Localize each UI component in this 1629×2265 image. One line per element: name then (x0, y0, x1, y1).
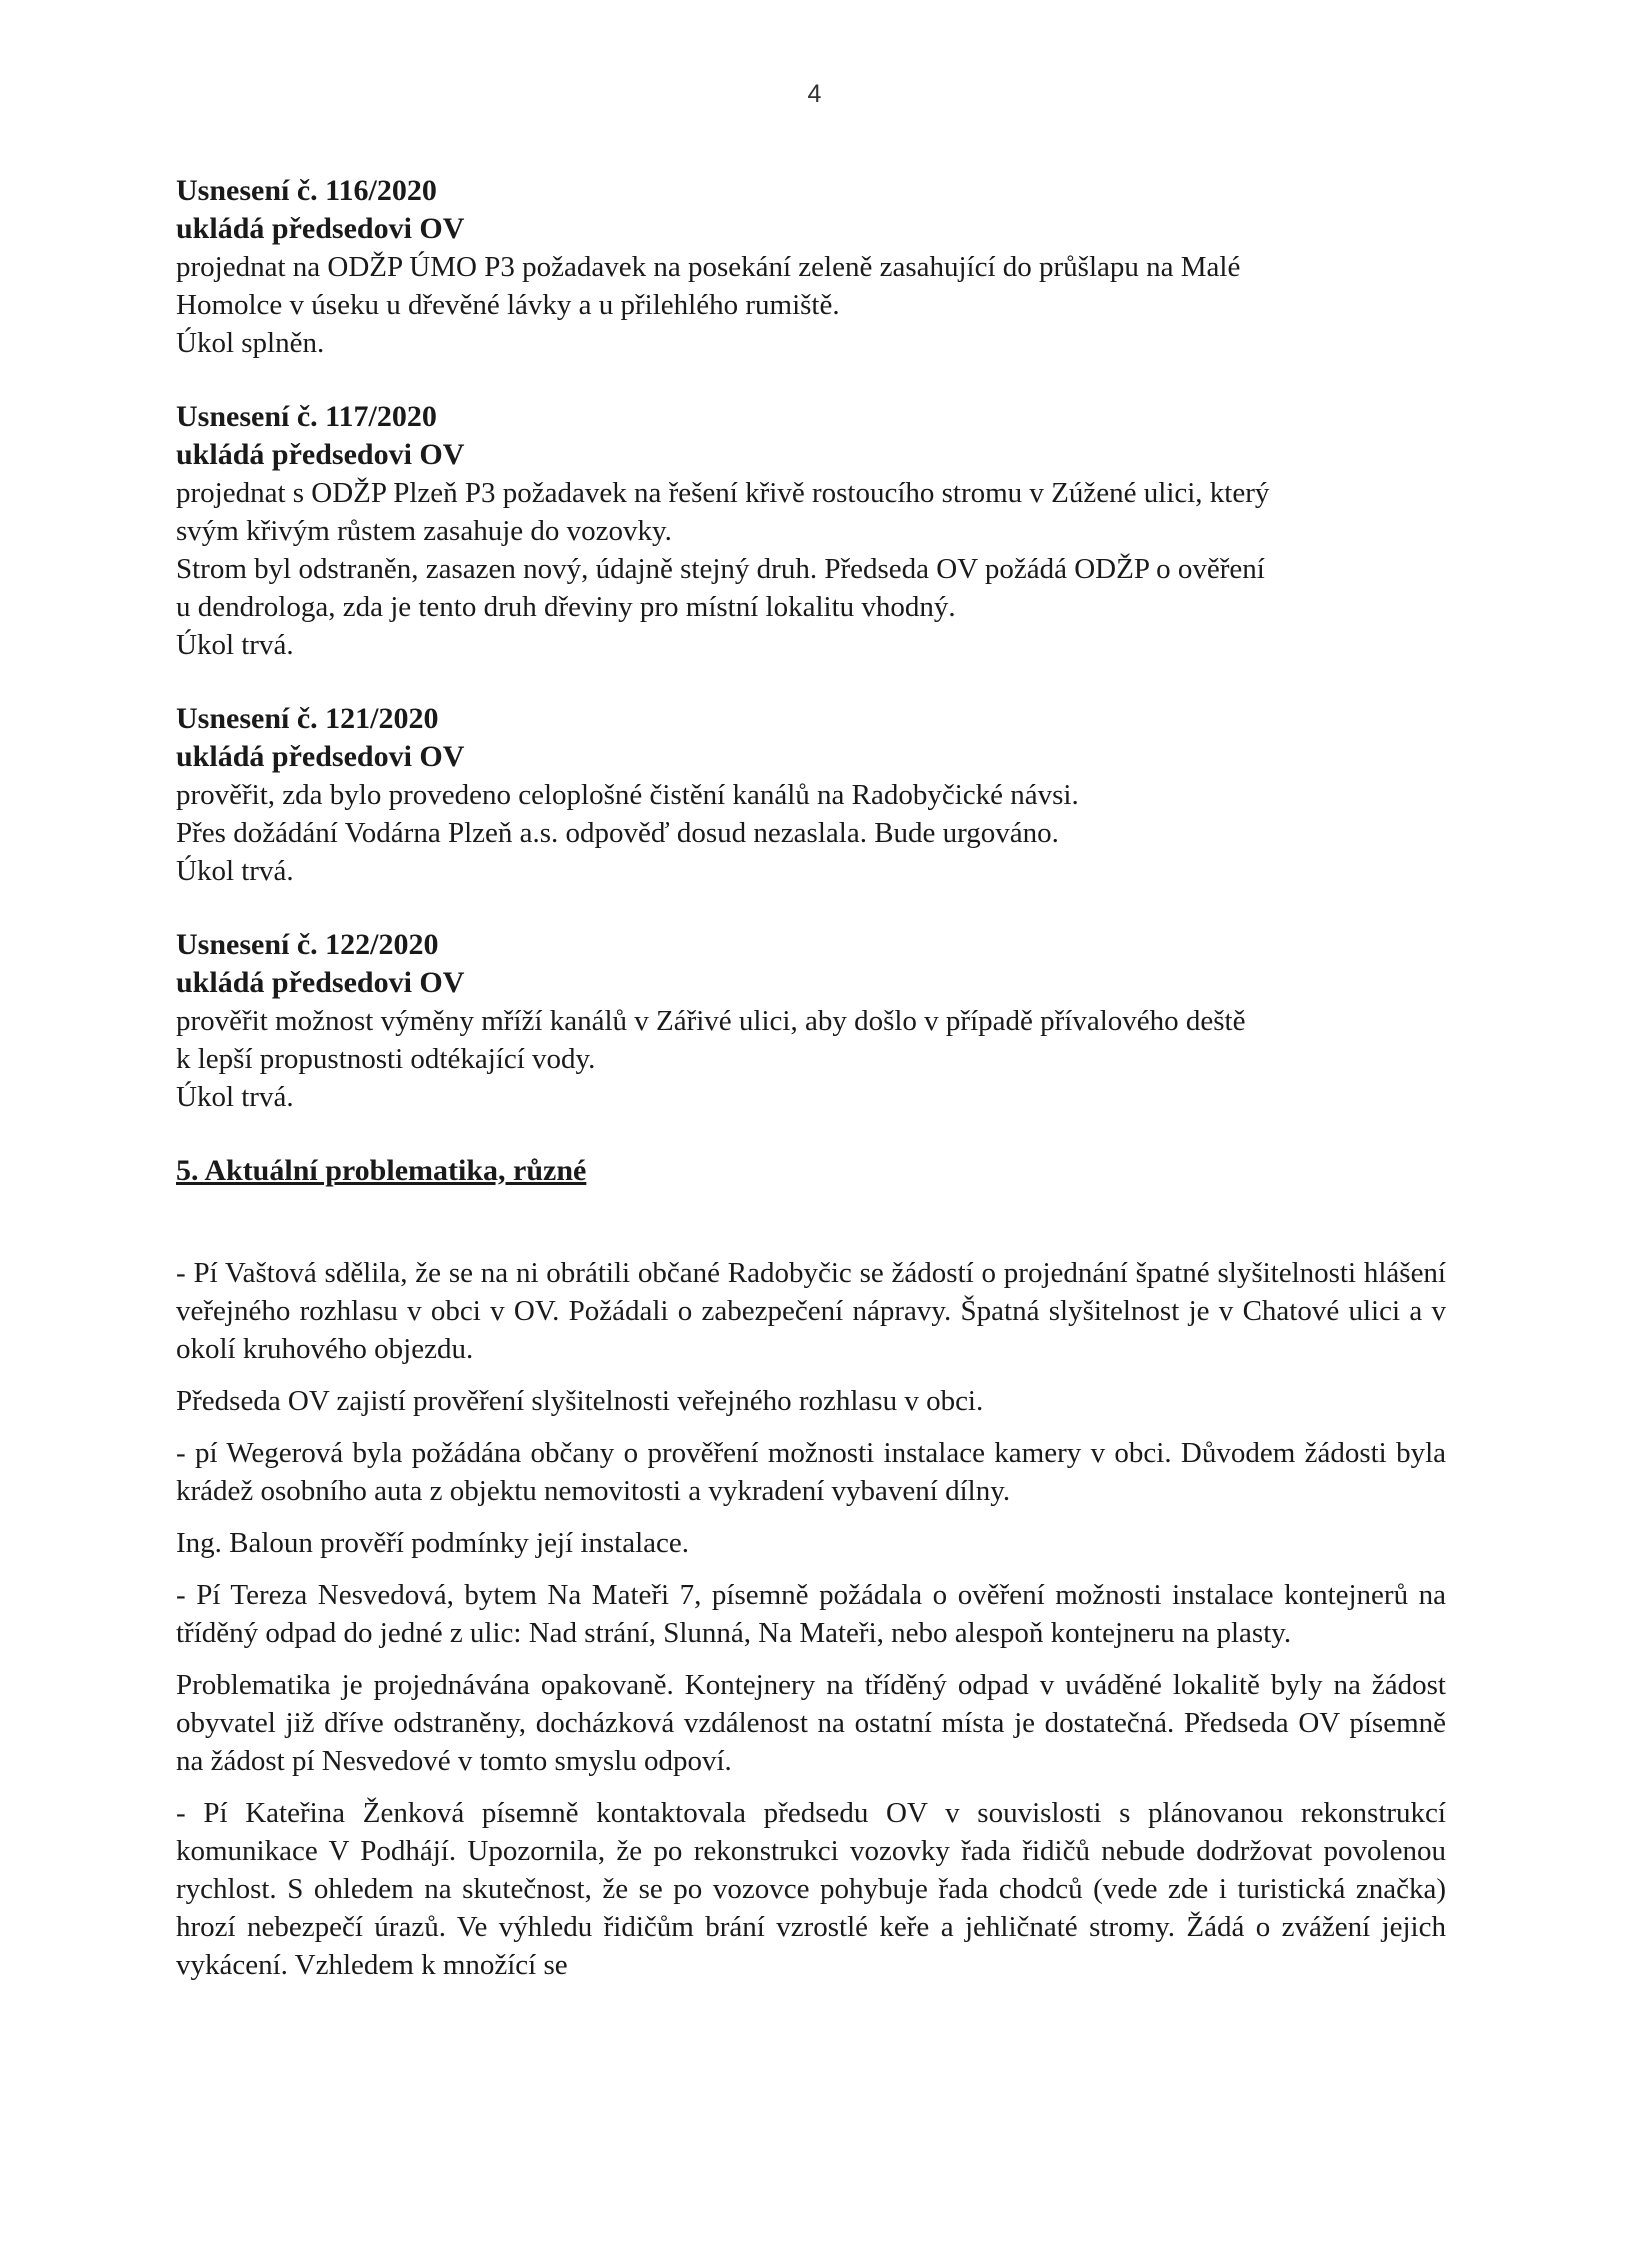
paragraph: - Pí Kateřina Ženková písemně kontaktovala předsedu OV v souvislosti s plánovanou rekonstrukcí komunikace V Podhájí. Upozornila, že po rekonstrukci vozovky řada řidičů nebude dodržovat povolenou rychlost. S ohledem na skutečnost, že se po vozovce pohybuje řada chodců (vede zde i turistická značka) hrozí nebezpečí úrazů. Ve výhledu řidičům brání vzrostlé keře a jehličnaté stromy. Žádá o zvážení jejich vykácení. Vzhledem k množící se (176, 1797, 1446, 1981)
paragraph: - Pí Vaštová sdělila, že se na ni obrátili občané Radobyčic se žádostí o projednání špatné slyšitelnosti hlášení veřejného rozhlasu v obci v OV. Požádali o zabezpečení nápravy. Špatná slyšitelnost je v Chatové ulici a v okolí kruhového objezdu. (176, 1257, 1446, 1365)
resolution-action: ukládá předsedovi OV (176, 438, 465, 471)
resolution-action: ukládá předsedovi OV (176, 966, 465, 999)
page-number: 4 (807, 80, 822, 108)
resolution-text-line: prověřit, zda bylo provedeno celoplošné čistění kanálů na Radobyčické návsi. (176, 779, 1079, 811)
resolution-status: Úkol trvá. (176, 855, 294, 887)
resolution-status: Úkol trvá. (176, 1081, 294, 1113)
paragraph: - Pí Tereza Nesvedová, bytem Na Mateři 7, písemně požádala o ověření možnosti instalace kontejnerů na tříděný odpad do jedné z ulic: Nad strání, Slunná, Na Mateři, nebo alespoň kontejneru na plasty. (176, 1579, 1446, 1649)
resolution-title: Usnesení č. 116/2020 (176, 174, 437, 207)
resolution-text-line: u dendrologa, zda je tento druh dřeviny pro místní lokalitu vhodný. (176, 591, 956, 623)
resolution-action: ukládá předsedovi OV (176, 740, 465, 773)
resolution-text-line: projednat s ODŽP Plzeň P3 požadavek na řešení křivě rostoucího stromu v Zúžené ulici, který (176, 477, 1270, 509)
paragraph: - pí Wegerová byla požádána občany o prověření možnosti instalace kamery v obci. Důvodem žádosti byla krádež osobního auta z objektu nemovitosti a vykradení vybavení dílny. (176, 1437, 1446, 1507)
resolution-status: Úkol trvá. (176, 629, 294, 661)
resolution-text-line: Homolce v úseku u dřevěné lávky a u přilehlého rumiště. (176, 289, 840, 321)
paragraph: Předseda OV zajistí prověření slyšitelnosti veřejného rozhlasu v obci. (176, 1385, 984, 1417)
resolution-text-line: k lepší propustnosti odtékající vody. (176, 1043, 596, 1075)
resolution-action: ukládá předsedovi OV (176, 212, 465, 245)
resolution-text-line: Strom byl odstraněn, zasazen nový, údajně stejný druh. Předseda OV požádá ODŽP o ověření (176, 553, 1265, 585)
document-body (176, 172, 1446, 1998)
resolution-status: Úkol splněn. (176, 327, 325, 359)
resolution-title: Usnesení č. 122/2020 (176, 928, 439, 961)
resolution-text-line: Přes dožádání Vodárna Plzeň a.s. odpověď dosud nezaslala. Bude urgováno. (176, 817, 1059, 849)
resolution-title: Usnesení č. 117/2020 (176, 400, 437, 433)
resolution-title: Usnesení č. 121/2020 (176, 702, 439, 735)
paragraph: Ing. Baloun prověří podmínky její instalace. (176, 1527, 690, 1559)
section-heading: 5. Aktuální problematika, různé (176, 1154, 587, 1187)
resolution-text-line: prověřit možnost výměny mříží kanálů v Zářivé ulici, aby došlo v případě přívalového deště (176, 1005, 1246, 1037)
resolution-122 (176, 926, 1446, 1116)
paragraph: Problematika je projednávána opakovaně. Kontejnery na tříděný odpad v uváděné lokalitě byly na žádost obyvatel již dříve odstraněny, docházková vzdálenost na ostatní místa je dostatečná. Předseda OV písemně na žádost pí Nesvedové v tomto smyslu odpoví. (176, 1669, 1446, 1777)
resolution-text-line: projednat na ODŽP ÚMO P3 požadavek na posekání zeleně zasahující do průšlapu na Malé (176, 251, 1241, 283)
resolution-121 (176, 700, 1446, 890)
resolution-116 (176, 172, 1446, 362)
resolution-117 (176, 398, 1446, 664)
resolution-text-line: svým křivým růstem zasahuje do vozovky. (176, 515, 672, 547)
